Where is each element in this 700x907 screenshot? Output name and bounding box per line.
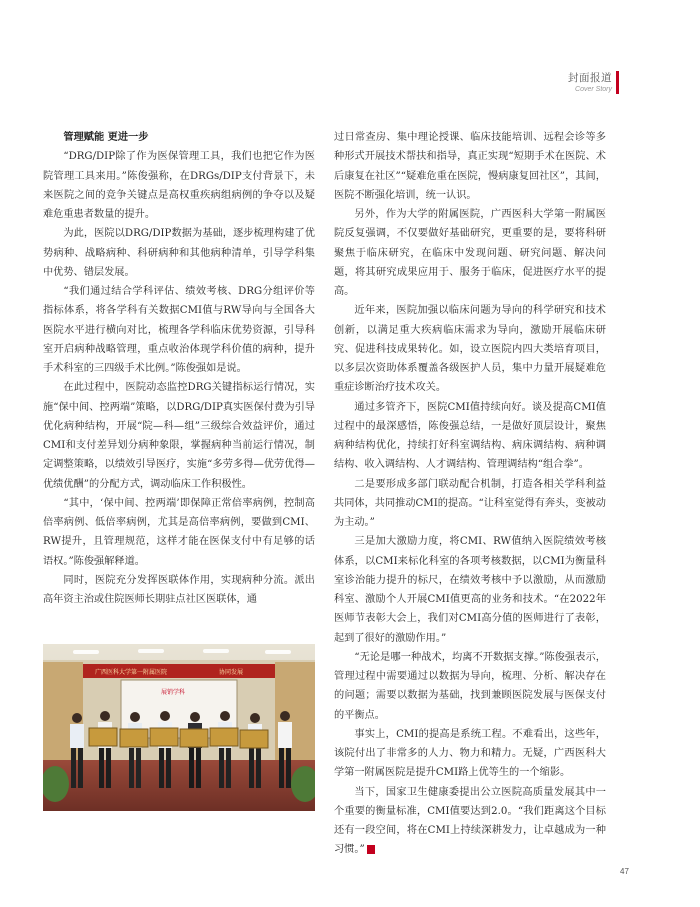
banner-text: 广西医科大学第一附属医院 (95, 669, 168, 676)
right-paragraph-2: 另外，作为大学的附属医院，广西医科大学第一附属医院反复强调，不仅要做好基础研究，更重要的是，要将科研聚焦于临床研究，在临床中发现问题、研究问题、解决问题，将其研究成果应用于、服务于临床，促进医疗水平的提高。 (334, 209, 606, 297)
right-paragraph-9-text: 当下，国家卫生健康委提出公立医院高质量发展其中一个重要的衡量标准，CMI值要达到2.0。“我们距离这个目标还有一段空间，将在CMI上持续深耕发力，让卓越成为一种习惯。” (334, 786, 606, 856)
left-paragraph-2: 为此，医院以DRG/DIP数据为基础，逐步梳理构建了优势病种、战略病种、科研病种和其他病种清单，引导学科集中优势、错层发展。 (43, 228, 315, 278)
article-end-mark: 医 (367, 845, 375, 854)
right-paragraph-1: 过日常查房、集中理论授课、临床技能培训、远程会诊等多种形式开展技术帮扶和指导，真正实现“短期手术在医院、术后康复在社区”“疑难危重在医院，慢病康复回社区”，其间，医院不断强化培训，统一认识。 (334, 132, 606, 201)
right-paragraph-5: 二是要形成多部门联动配合机制，打造各相关学科利益共同体，共同推动CMI的提高。“让科室觉得有奔头，变被动为主动。” (334, 478, 606, 528)
right-paragraph-8: 事实上，CMI的提高是系统工程。不难看出，这些年，该院付出了非常多的人力、物力和精力。无疑，广西医科大学第一附属医院是提升CMI路上优等生的一个缩影。 (334, 728, 606, 779)
right-paragraph-3: 近年来，医院加强以临床问题为导向的科学研究和技术创新，以满足重大疾病临床需求为导向，激励开展临床研究、促进科技成果转化。如，设立医院内四大类培育项目，以多层次资助体系覆盖各级医护人员，集中力量开展疑难危重症诊断治疗技术攻关。 (334, 305, 606, 394)
right-paragraph-6: 三是加大激励力度，将CMI、RW值纳入医院绩效考核体系，以CMI来标化科室的各项考核数据，以CMI为衡量科室诊治能力提升的标尺，在绩效考核中予以激励，从而激励科室、激励个人开展CMI值更高的业务和技术。“在2022年医师节表彰大会上，我们对CMI高分值的医师进行了表彰，起到了很好的激励作用。” (334, 536, 606, 644)
page-number: 47 (620, 867, 629, 876)
award-ceremony-photo (43, 644, 315, 811)
section-title-cn: 封面报道 (568, 72, 612, 84)
left-paragraph-5: “其中，‘保中间、控两端’即保障正常倍率病例，控制高倍率病例、低倍率病例，尤其是高倍率病例，要做到CMI、RW提升，且管理规范，这样才能在医保支付中有足够的话语权。”陈俊强解释道。 (43, 497, 315, 567)
subheading: 管理赋能 更进一步 (63, 132, 149, 143)
screen-title: 展销学科 (161, 689, 186, 696)
photo-illustration (43, 644, 315, 811)
banner-text-right: 协同发展 (219, 669, 244, 676)
right-paragraph-9 (334, 783, 606, 860)
left-paragraph-6: 同时，医院充分发挥医联体作用，实现病种分流。派出高年资主治或住院医师长期驻点社区医联体，通 (43, 574, 315, 605)
right-column (334, 128, 606, 860)
section-label (560, 72, 612, 94)
section-title-en: Cover Story (575, 86, 612, 93)
section-accent-bar (616, 71, 619, 94)
right-paragraph-4: 通过多管齐下，医院CMI值持续向好。谈及提高CMI值过程中的最深感悟，陈俊强总结，一是做好顶层设计，聚焦病种结构优化，持续打好科室调结构、病床调结构、病种调结构、收入调结构、人才调结构、管理调结构“组合拳”。 (334, 401, 606, 471)
left-paragraph-1: “DRG/DIP除了作为医保管理工具，我们也把它作为医院管理工具来用。”陈俊强称，在DRGs/DIP支付背景下，未来医院之间的竞争关键点是高权重疾病组病例的争夺以及疑难危重患者数量的提升。 (43, 151, 315, 220)
right-paragraph-7: “无论是哪一种战术，均离不开数据支撑。”陈俊强表示，管理过程中需要通过以数据为导向，梳理、分析、解决存在的问题；需要以数据为基础，找到兼顾医院发展与医保支付的平衡点。 (334, 651, 606, 721)
left-paragraph-3: “我们通过结合学科评估、绩效考核、DRG分组评价等指标体系，将各学科有关数据CMI值与RW导向与全国各大医院水平进行横向对比，梳理各学科临床优势资源，引导科室开启病种战略管理，重点收治体现学科价值的病种，提升手术科室的三四级手术比例。”陈俊强如是说。 (43, 286, 315, 374)
left-paragraph-4: 在此过程中，医院动态监控DRG关键指标运行情况，实施“保中间、控两端”策略，以DRG/DIP真实医保付费为引导优化病种结构，开展“院—科—组”三级综合效益评价，通过CMI和支付差异划分病种象限，掌握病种当前运行情况，制定调整策略，以绩效引导医疗，实施“多劳多得—优劳优得—优绩优酬”的分配方式，调动临床工作积极性。 (43, 382, 315, 490)
left-column (43, 128, 315, 609)
